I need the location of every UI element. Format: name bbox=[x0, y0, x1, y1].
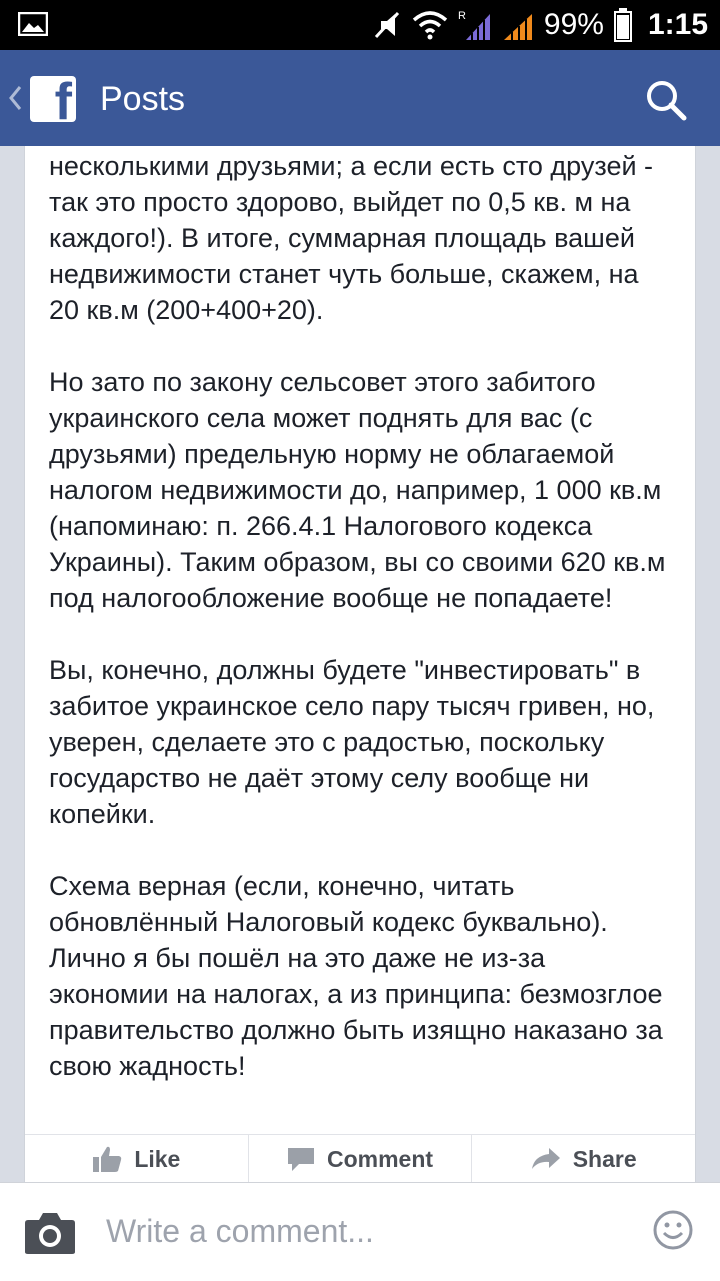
facebook-logo[interactable]: f bbox=[30, 76, 76, 122]
share-icon bbox=[531, 1147, 561, 1171]
emoji-icon[interactable] bbox=[652, 1209, 694, 1251]
wifi-icon bbox=[412, 10, 448, 40]
post-paragraph: Схема верная (если, конечно, читать обновлённый Налоговый кодекс буквально). Лично я бы пошёл на это даже не из-за экономии на налогах, а из принципа: безмозглое правительство должно быть изящно наказано за свою жадность! bbox=[49, 871, 663, 1081]
battery-icon bbox=[614, 8, 632, 42]
post-body bbox=[49, 146, 669, 1120]
page-title: Posts bbox=[100, 80, 186, 118]
back-chevron-icon[interactable] bbox=[8, 84, 22, 112]
search-icon[interactable] bbox=[644, 78, 688, 122]
comment-icon bbox=[287, 1146, 315, 1172]
clock-time: 1:15 bbox=[647, 8, 708, 41]
comment-button[interactable] bbox=[249, 1135, 473, 1183]
share-button[interactable] bbox=[472, 1135, 695, 1183]
like-button[interactable] bbox=[25, 1135, 249, 1183]
signal-icon bbox=[502, 8, 534, 42]
share-label: Share bbox=[572, 1145, 637, 1172]
app-bar bbox=[0, 50, 720, 146]
gallery-icon bbox=[18, 12, 48, 36]
status-bar bbox=[0, 0, 720, 50]
post-paragraph: Вы, конечно, должны будете "инвестировать" в забитое украинское село пару тысяч гривен, но, уверен, сделаете это с радостью, поскольку государство не даёт этому селу вообще ни копейки. bbox=[49, 655, 655, 829]
post-paragraph: несколькими друзьями; а если есть сто друзей - так это просто здорово, выйдет по 0,5 кв. м на каждого!). В итоге, суммарная площадь вашей недвижимости станет чуть больше, скажем, на 20 кв.м (200+400+20). bbox=[49, 151, 654, 325]
comment-bar bbox=[0, 1182, 720, 1281]
comment-label: Comment bbox=[326, 1145, 434, 1172]
post-paragraph: Но зато по закону сельсовет этого забитого украинского села может поднять для вас (с друзьями) предельную норму не облагаемой налогом недвижимости до, например, 1 000 кв.м (напоминаю: п. 266.4.1 Налогового кодекса Украины). Таким образом, вы со своими 620 кв.м под налогообложение вообще не попадаете! bbox=[49, 367, 666, 613]
thumbs-up-icon bbox=[92, 1145, 122, 1173]
svg-text:R: R bbox=[457, 10, 466, 22]
post-actions bbox=[25, 1134, 695, 1183]
post-card bbox=[24, 146, 696, 1182]
comment-input[interactable] bbox=[106, 1205, 626, 1257]
signal-roaming-icon bbox=[458, 8, 492, 42]
like-label: Like bbox=[134, 1145, 181, 1172]
mute-icon bbox=[372, 9, 402, 41]
battery-percent: 99% bbox=[543, 8, 604, 41]
camera-icon[interactable] bbox=[24, 1211, 76, 1255]
